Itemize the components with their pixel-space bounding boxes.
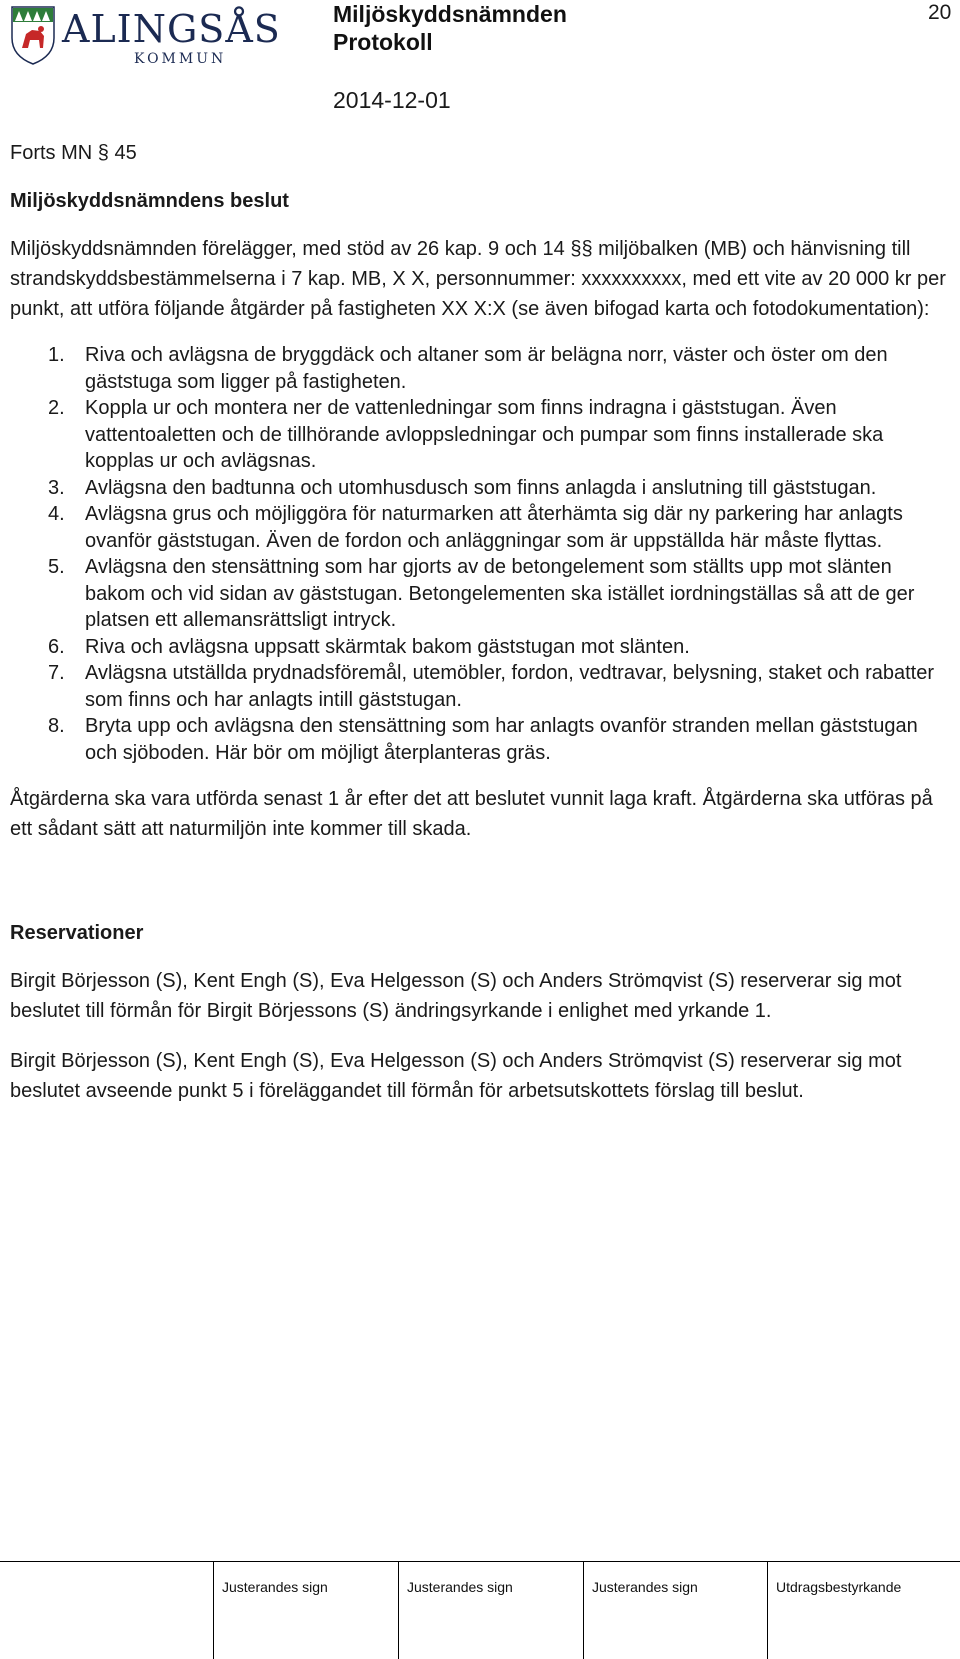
list-item: 6. Riva och avlägsna uppsatt skärmtak bakom gäststugan mot slänten. [48, 635, 690, 658]
signature-box: Justerandes sign [213, 1561, 214, 1659]
municipal-crest-icon [10, 4, 292, 66]
decision-heading: Miljöskyddsnämndens beslut [10, 190, 289, 212]
reservation-paragraph: Birgit Börjesson (S), Kent Engh (S), Eva Helgesson (S) och Anders Strömqvist (S) reserverar sig mot beslutet avseende punkt 5 i föreläggandet till förmån för arbetsutskottets förslag till beslut. [10, 1050, 902, 1102]
list-item: 2. Koppla ur och montera ner de vattenledningar som finns indragna i gäststugan. Även vattentoaletten och de tillhörande avloppsledningar och pumpar som finns installerade ska kopplas ur och avlägsnas. [48, 397, 884, 472]
list-item: 3. Avlägsna den badtunna och utomhusdusch som finns anlagda i anslutning till gäststugan. [48, 476, 877, 499]
signature-footer [0, 1561, 960, 1659]
logo-wordmark: ALINGSÅS [62, 7, 281, 51]
list-item: 8. Bryta upp och avlägsna den stensättning som har anlagts ovanför stranden mellan gäststugan och sjöboden. Här bör om möjligt återplanteras gräs. [48, 715, 918, 764]
meeting-date: 2014-12-01 [333, 87, 451, 113]
svg-text:KOMMUN: KOMMUN [134, 51, 227, 66]
signature-box: Justerandes sign [398, 1561, 399, 1659]
reservation-paragraph: Birgit Börjesson (S), Kent Engh (S), Eva Helgesson (S) och Anders Strömqvist (S) reserverar sig mot beslutet till förmån för Birgit Börjessons (S) ändringsyrkande i enlighet med yrkande 1. [10, 970, 902, 1022]
decision-intro: Miljöskyddsnämnden förelägger, med stöd av 26 kap. 9 och 14 §§ miljöbalken (MB) och hänvisning till strandskyddsbestämmelserna i 7 kap. MB, X X, personnummer: xxxxxxxxxx, med ett vite av 20 000 kr per punkt, att utföra följande åtgärder på fastigheten XX X:X (se även bifogad karta och fotodokumentation): [10, 238, 946, 320]
reservations-heading: Reservationer [10, 922, 144, 944]
page-number: 20 [928, 1, 952, 24]
certification-box: Utdragsbestyrkande [767, 1561, 768, 1659]
committee-name: Miljöskyddsnämnden [333, 1, 567, 27]
signature-box: Justerandes sign [583, 1561, 584, 1659]
document-body [10, 138, 955, 1126]
list-item: 4. Avlägsna grus och möjliggöra för naturmarken att återhämta sig där ny parkering har anlagts ovanför gäststugan. Även de fordon och anläggningar som är uppställda här måste flyttas. [48, 503, 903, 552]
action-list [10, 342, 955, 766]
document-type: Protokoll [333, 29, 433, 55]
list-item: 7. Avlägsna utställda prydnadsföremål, utemöbler, fordon, vedtravar, belysning, staket och rabatter som finns och har anlagts intill gäststugan. [48, 662, 935, 711]
list-item: 5. Avlägsna den stensättning som har gjorts av de betongelement som ställts upp mot slänten bakom och vid sidan av gäststugan. Betongelementen ska istället iordningställas så att de ger platsen ett allemansrättsligt intryck. [48, 556, 915, 631]
deadline-paragraph: Åtgärderna ska vara utförda senast 1 år efter det att beslutet vunnit laga kraft. Åtgärderna ska utföras på ett sådant sätt att naturmiljön inte kommer till skada. [10, 788, 933, 840]
list-item: 1. Riva och avlägsna de bryggdäck och altaner som är belägna norr, väster och öster om den gäststuga som ligger på fastigheten. [48, 344, 888, 393]
continuation-label: Forts MN § 45 [10, 142, 137, 164]
municipality-logo [10, 4, 292, 66]
